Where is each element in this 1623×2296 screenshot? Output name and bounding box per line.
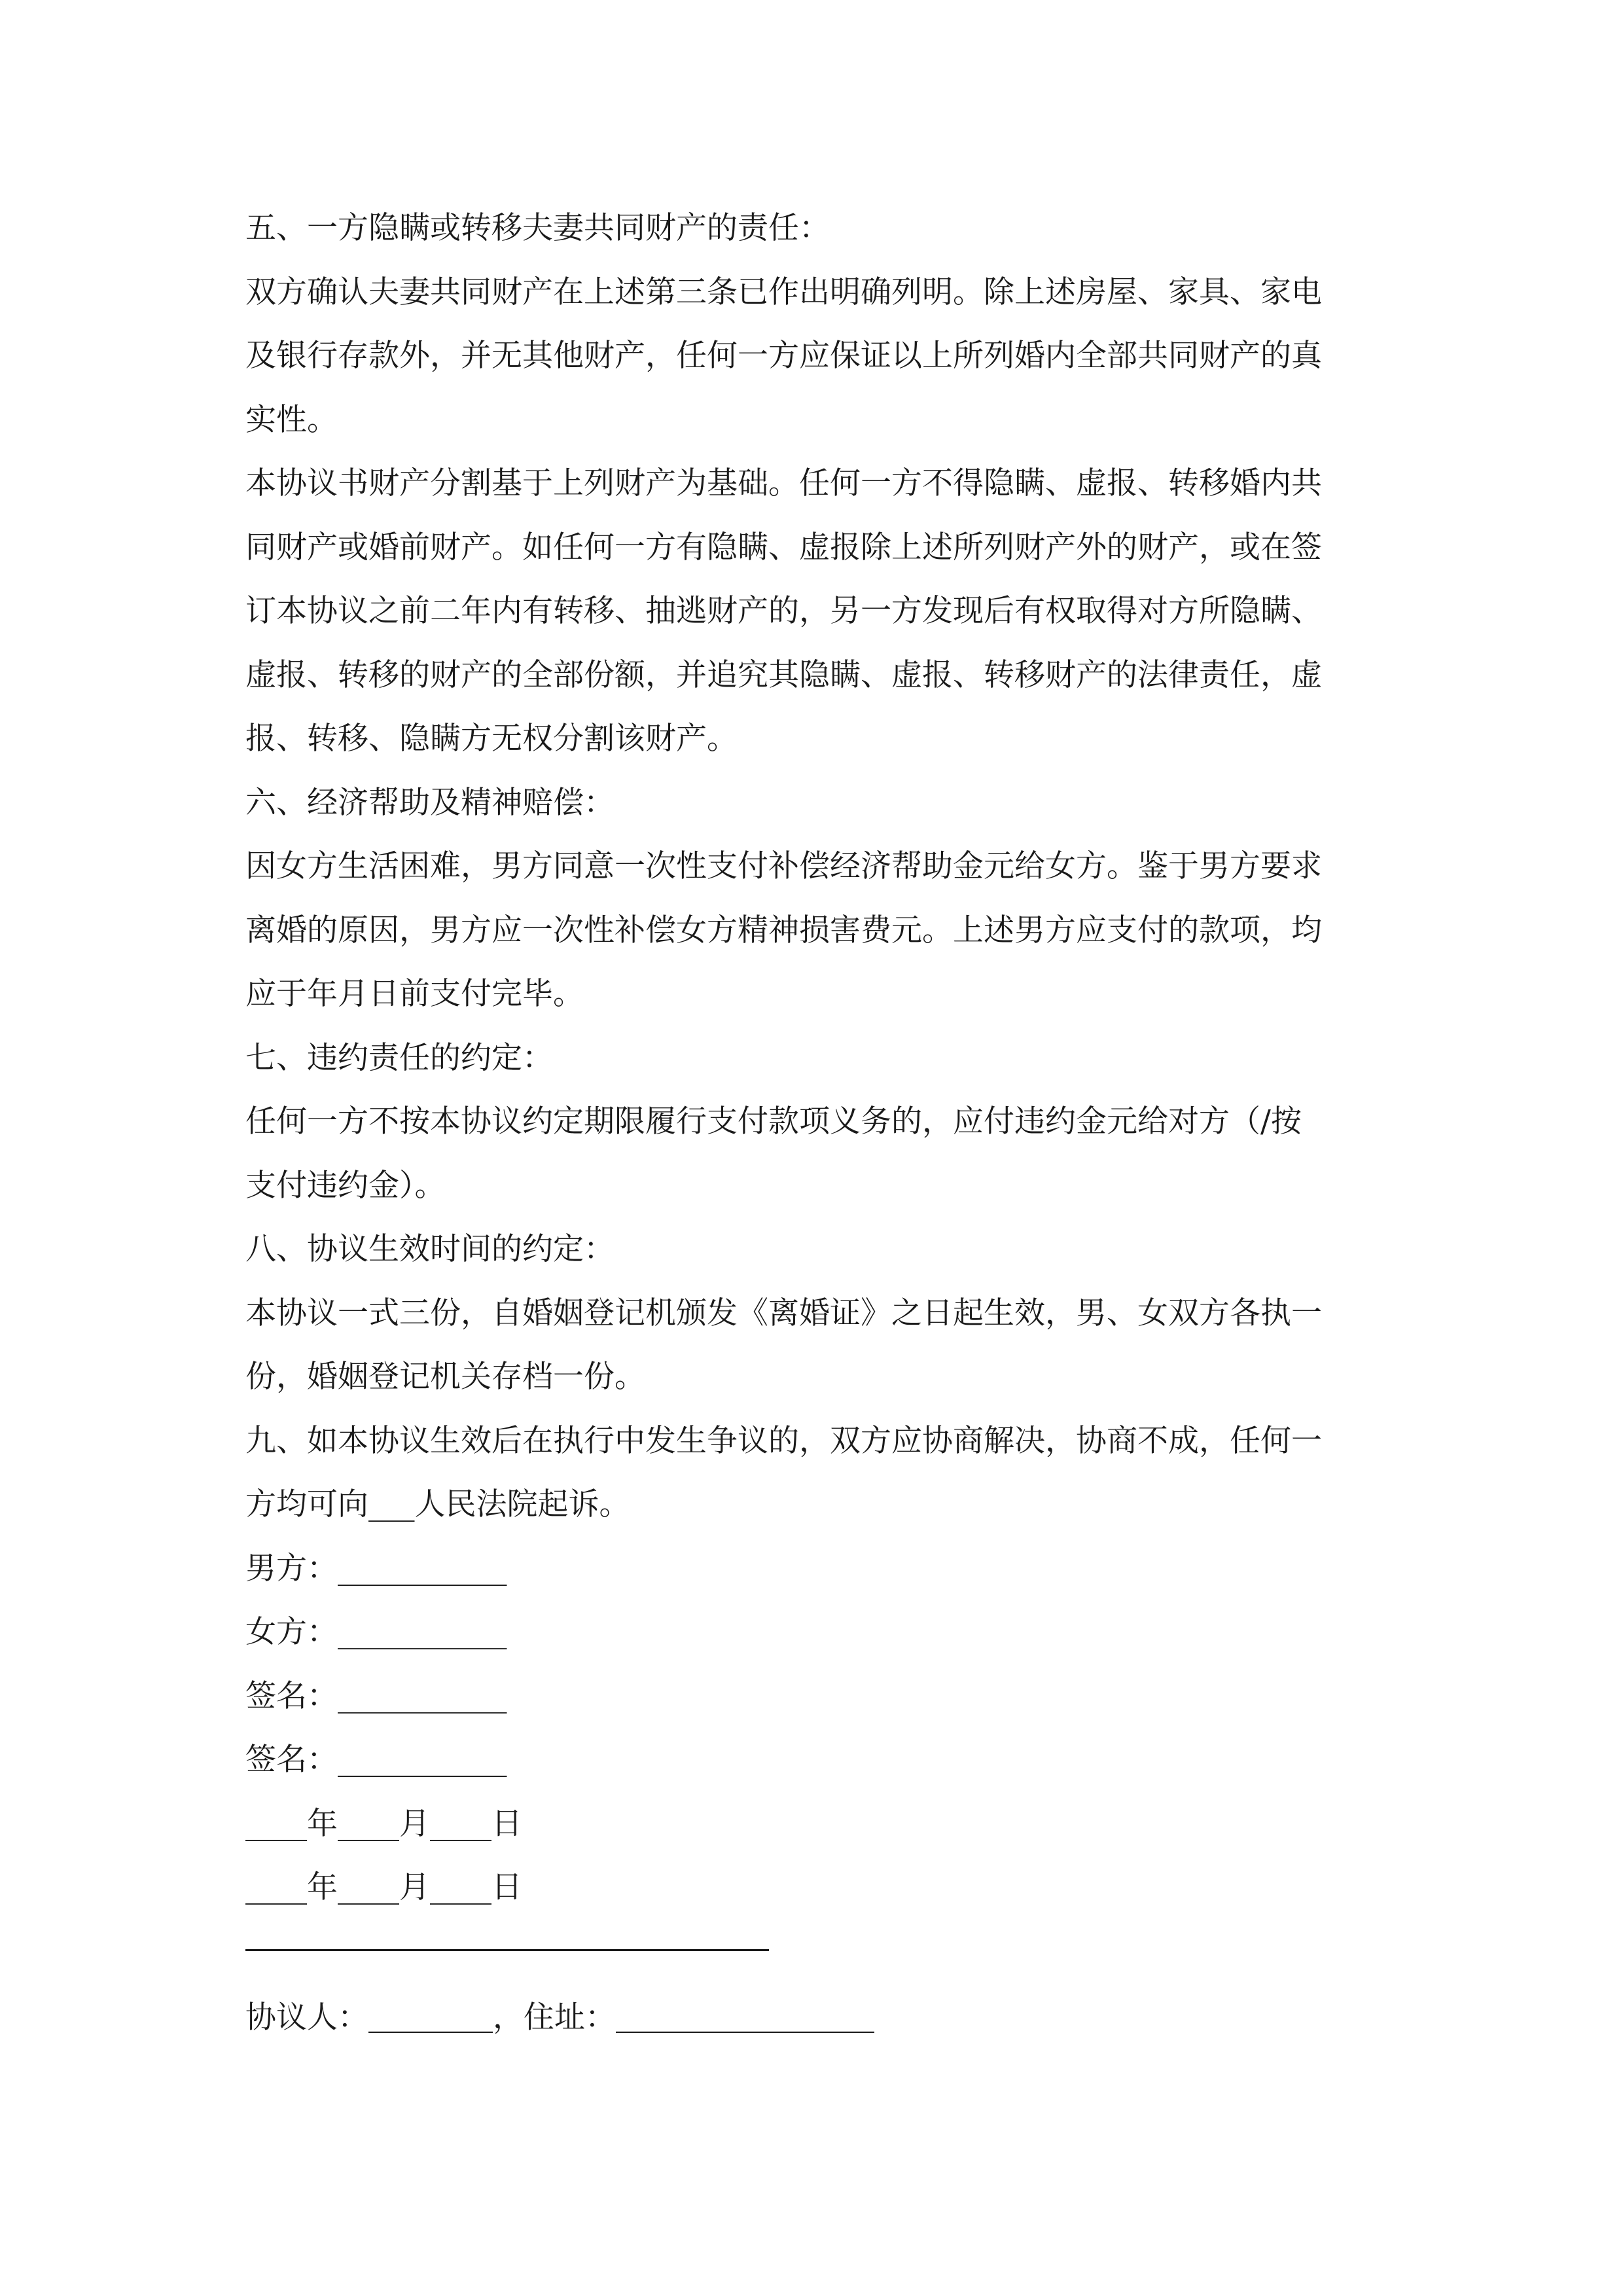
paragraph-line: 虚报、转移的财产的全部份额，并追究其隐瞒、虚报、转移财产的法律责任，虚 bbox=[245, 656, 1322, 693]
paragraph-line: 份，婚姻登记机关存档一份。 bbox=[245, 1359, 645, 1395]
paragraph-line: 订本协议之前二年内有转移、抽逃财产的，另一方发现后有权取得对方所隐瞒、 bbox=[245, 593, 1322, 629]
section-9-line: 方均可向___人民法院起诉。 bbox=[245, 1486, 630, 1522]
section-8-heading: 八、协议生效时间的约定： bbox=[245, 1231, 615, 1267]
contact-comma: ， bbox=[493, 2000, 524, 2036]
paragraph-line: 应于年月日前支付完毕。 bbox=[245, 976, 584, 1012]
male-party-signature-line: 男方：___________ bbox=[245, 1550, 507, 1587]
section-divider bbox=[245, 1949, 769, 1951]
paragraph-line: 实性。 bbox=[245, 401, 338, 438]
document-body bbox=[245, 196, 1397, 1920]
paragraph-line: 离婚的原因，男方应一次性补偿女方精神损害费元。上述男方应支付的款项，均 bbox=[245, 912, 1322, 948]
agreement-party-label: 协议人： bbox=[245, 2000, 368, 2036]
paragraph-line: 及银行存款外，并无其他财产，任何一方应保证以上所列婚内全部共同财产的真 bbox=[245, 338, 1322, 374]
agreement-party-contact-line bbox=[245, 1986, 874, 2050]
paragraph-line: 任何一方不按本协议约定期限履行支付款项义务的，应付违约金元给对方（/按 bbox=[245, 1103, 1302, 1139]
paragraph-line: 双方确认夫妻共同财产在上述第三条已作出明确列明。除上述房屋、家具、家电 bbox=[245, 274, 1322, 310]
signature-line: 签名：___________ bbox=[245, 1742, 507, 1778]
agreement-party-blank bbox=[368, 1996, 493, 2033]
date-line: ____年____月____日 bbox=[245, 1805, 522, 1842]
date-line: ____年____月____日 bbox=[245, 1869, 522, 1905]
section-9-line: 九、如本协议生效后在执行中发生争议的，双方应协商解决，协商不成，任何一 bbox=[245, 1422, 1322, 1459]
paragraph-line: 报、转移、隐瞒方无权分割该财产。 bbox=[245, 721, 738, 757]
paragraph-line: 本协议书财产分割基于上列财产为基础。任何一方不得隐瞒、虚报、转移婚内共 bbox=[245, 465, 1322, 501]
signature-line: 签名：___________ bbox=[245, 1677, 507, 1714]
section-6-heading: 六、经济帮助及精神赔偿： bbox=[245, 784, 615, 821]
paragraph-line: 支付违约金）。 bbox=[245, 1167, 446, 1204]
paragraph-line: 本协议一式三份，自婚姻登记机颁发《离婚证》之日起生效，男、女双方各执一 bbox=[245, 1295, 1322, 1331]
paragraph-line: 因女方生活困难，男方同意一次性支付补偿经济帮助金元给女方。鉴于男方要求 bbox=[245, 848, 1322, 884]
section-7-heading: 七、违约责任的约定： bbox=[245, 1039, 553, 1076]
address-blank bbox=[616, 1996, 874, 2033]
paragraph-line: 同财产或婚前财产。如任何一方有隐瞒、虚报除上述所列财产外的财产，或在签 bbox=[245, 529, 1322, 565]
address-label: 住址： bbox=[524, 2000, 616, 2036]
section-5-heading: 五、一方隐瞒或转移夫妻共同财产的责任： bbox=[245, 210, 830, 246]
female-party-signature-line: 女方：___________ bbox=[245, 1614, 507, 1650]
